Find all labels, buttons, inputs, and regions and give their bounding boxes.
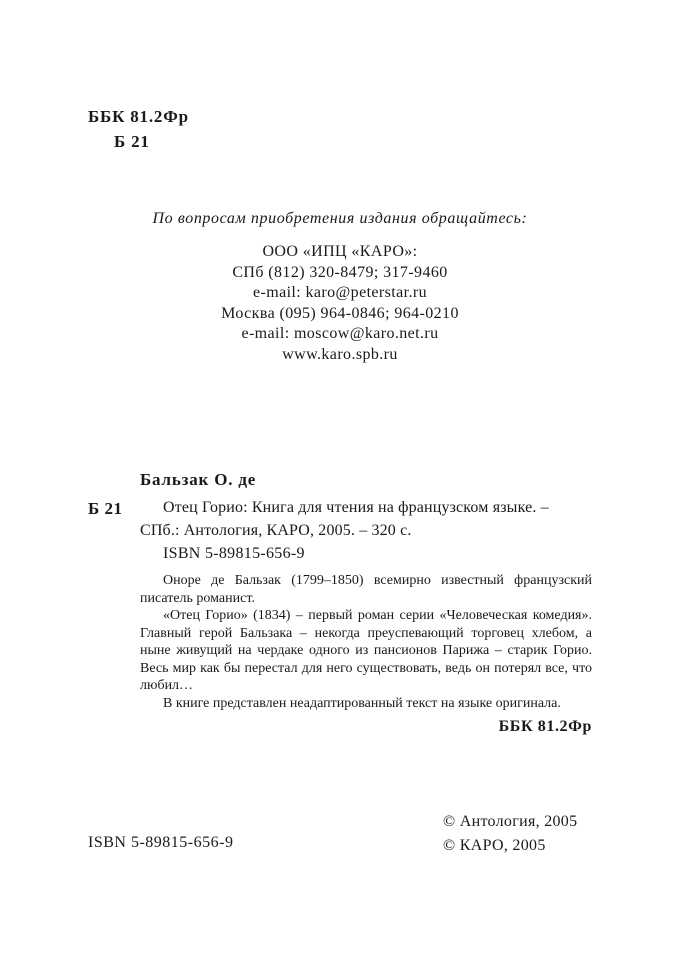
contacts-heading: По вопросам приобретения издания обращайтесь: — [152, 210, 528, 227]
card-title-line-2: СПб.: Антология, КАРО, 2005. – 320 с. — [140, 522, 412, 539]
moscow-phone: Москва (095) 964-0846; 964-0210 — [221, 304, 459, 322]
copyright-block — [443, 810, 577, 858]
footer-isbn: ISBN 5-89815-656-9 — [88, 834, 234, 851]
annotation-paragraph: «Отец Горио» (1834) – первый роман серии «Человеческая комедия». Главный герой Бальзака – некогда преуспевающий торговец хлебом, а ныне живущий на чердаке одного из пансионов Парижа – старик Горио. Весь мир как бы перестал для него существовать, ведь он потерял все, что любил… — [140, 608, 592, 693]
website: www.karo.spb.ru — [282, 345, 398, 363]
copyright-line: © Антология, 2005 — [443, 813, 578, 830]
card-code: Б 21 — [88, 499, 123, 518]
bbk-classification — [88, 104, 189, 154]
card-author: Бальзак О. де — [140, 470, 257, 489]
card-title-line-1: Отец Горио: Книга для чтения на французском языке. – — [163, 499, 549, 516]
card-annotation — [140, 572, 592, 712]
spb-phone: СПб (812) 320-8479; 317-9460 — [232, 263, 448, 281]
contacts-block — [0, 242, 680, 365]
card-bbk: ББК 81.2Фр — [498, 718, 592, 735]
spb-email: e-mail: karo@peterstar.ru — [253, 284, 427, 301]
publisher-name: ООО «ИПЦ «КАРО»: — [262, 243, 418, 260]
annotation-paragraph: В книге представлен неадаптированный текст на языке оригинала. — [163, 695, 561, 711]
copyright-line: © КАРО, 2005 — [443, 837, 546, 854]
annotation-paragraph: Оноре де Бальзак (1799–1850) всемирно известный французский писатель романист. — [140, 573, 592, 606]
card-isbn: ISBN 5-89815-656-9 — [163, 545, 305, 562]
author-sign: Б 21 — [114, 132, 150, 151]
moscow-email: e-mail: moscow@karo.net.ru — [241, 325, 439, 342]
bbk-code: ББК 81.2Фр — [88, 107, 189, 126]
